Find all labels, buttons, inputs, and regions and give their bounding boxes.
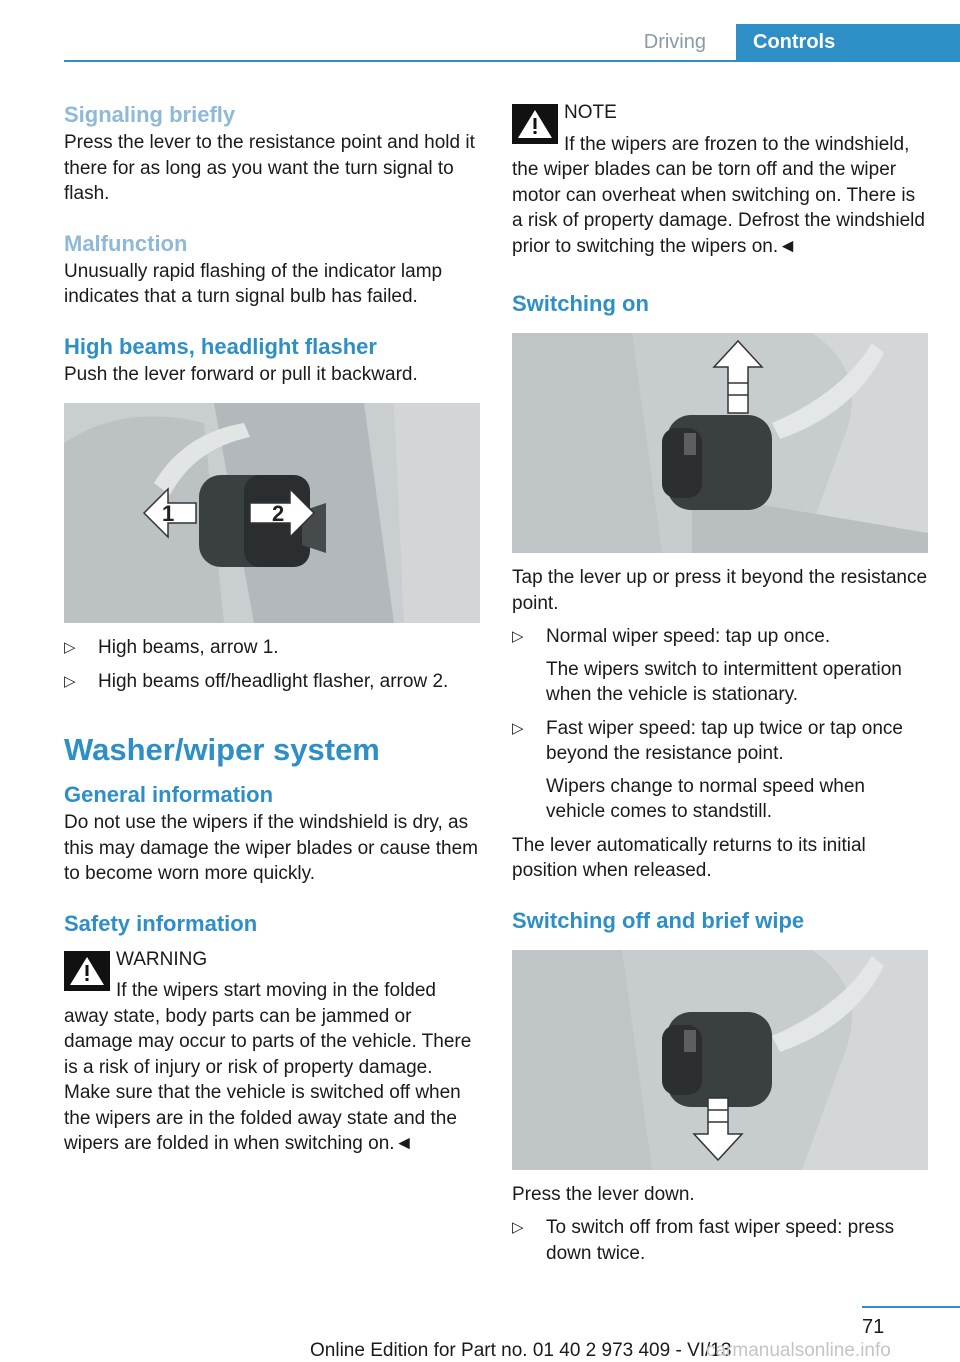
edition-line: Online Edition for Part no. 01 40 2 973 409 - VI/13 — [310, 1340, 732, 1361]
figure-turn-signal-lever — [64, 403, 480, 623]
note-label: NOTE — [564, 102, 617, 123]
triangle-bullet-icon: ▷ — [512, 719, 524, 737]
heading-general-information: General information — [64, 782, 274, 807]
page-number: 71 — [862, 1316, 885, 1338]
heading-high-beams: High beams, headlight flasher — [64, 333, 377, 359]
heading-switching-off: Switching off and brief wipe — [512, 907, 805, 933]
lever-illustration-up — [512, 333, 928, 553]
figure-wiper-lever-down — [512, 950, 928, 1170]
title-washer-wiper-system: Washer/wiper system — [64, 732, 380, 767]
heading-signaling-briefly: Signaling briefly — [64, 102, 236, 127]
warning-text: away state, body parts can be jammed or damage may occur to parts of the vehicle. There is a risk of injury or risk of property damage. Make sure that the vehicle is switched off when the wipers are in the folded away state and the wipers are folded in when switching on.◄ — [64, 1005, 472, 1154]
general-information-text: Do not use the wipers if the windshield is dry, as this may damage the wiper blades or cause them to become worn more quickly. — [64, 812, 478, 884]
lever-illustration-forward-back — [64, 403, 480, 623]
note-text: the wiper blades can be torn off and the wiper motor can overheat when switching on. There is a risk of property damage. Defrost the windshield prior to switching the wipers on.◄ — [512, 159, 925, 257]
note-text-first-line: If the wipers are frozen to the windshield, — [564, 133, 910, 155]
switching-on-list — [512, 624, 928, 825]
arrow-label-2: 2 — [272, 501, 285, 526]
heading-safety-information: Safety information — [64, 910, 258, 936]
signaling-text: Press the lever to the resistance point and hold it there for as long as you want the turn signal to flash. — [64, 132, 475, 204]
triangle-bullet-icon: ▷ — [512, 628, 524, 645]
triangle-bullet-icon: ▷ — [64, 672, 76, 690]
list-item: ▷ To switch off from fast wiper speed: press down twice. — [512, 1217, 895, 1264]
list-item: ▷ Normal wiper speed: tap up once. The wipers switch to intermittent operation when the vehicle is stationary. — [512, 626, 902, 705]
watermark: carmanualsonline.info — [706, 1340, 891, 1361]
left-column — [64, 100, 480, 1157]
page-header — [0, 0, 960, 62]
high-beams-text: Push the lever forward or pull it backward. — [64, 363, 418, 385]
figure-wiper-lever-up — [512, 333, 928, 553]
right-column — [512, 100, 928, 1266]
malfunction-text: Unusually rapid flashing of the indicator lamp indicates that a turn signal bulb has failed. — [64, 260, 443, 307]
warning-triangle-icon — [64, 951, 110, 991]
warning-text-first-line: If the wipers start moving in the folded — [116, 980, 436, 1001]
switching-off-text: Press the lever down. — [512, 1183, 695, 1205]
list-item: ▷ High beams, arrow 1. — [64, 635, 480, 661]
list-item: ▷ High beams off/headlight flasher, arrow 2. — [64, 669, 480, 695]
list-item: ▷ Fast wiper speed: tap up twice or tap once beyond the resistance point. Wipers change to normal speed when vehicle comes to standstill. — [512, 717, 903, 822]
switching-on-text: Tap the lever up or press it beyond the resistance point. — [512, 567, 928, 614]
warning-triangle-icon — [512, 104, 558, 144]
arrow-label-1: 1 — [162, 501, 175, 526]
header-rule — [64, 60, 960, 62]
triangle-bullet-icon: ▷ — [512, 1219, 524, 1236]
warning-label: WARNING — [116, 948, 208, 970]
lever-illustration-down — [512, 950, 928, 1170]
chapter-tab-controls: Controls — [736, 24, 960, 60]
switching-on-after-text: The lever automatically returns to its initial position when released. — [512, 834, 866, 881]
high-beams-list — [64, 635, 480, 694]
heading-switching-on: Switching on — [512, 291, 649, 316]
heading-malfunction: Malfunction — [64, 230, 188, 256]
warning-box — [64, 947, 480, 1157]
section-tab-driving: Driving — [643, 31, 706, 53]
triangle-bullet-icon: ▷ — [64, 639, 76, 656]
note-box — [512, 100, 928, 259]
footer-rule — [862, 1306, 960, 1308]
switching-off-list — [512, 1215, 928, 1266]
